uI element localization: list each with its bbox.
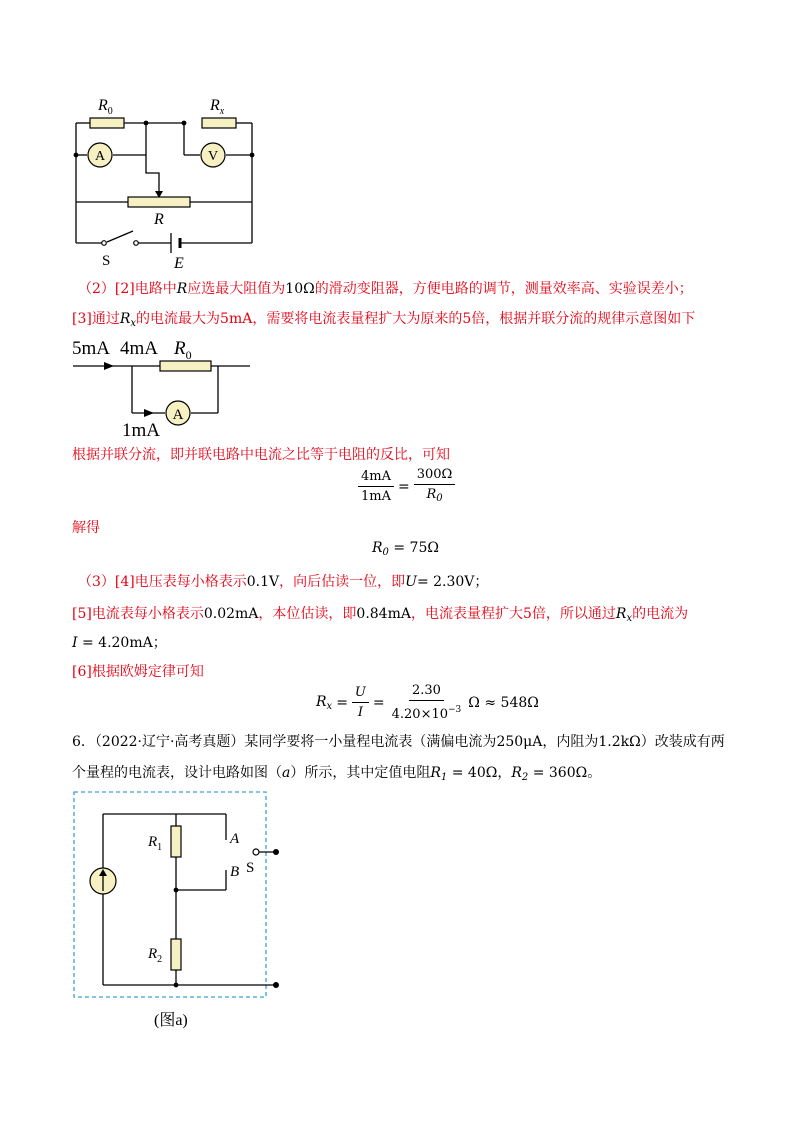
ammeter-label: A xyxy=(94,149,106,164)
answer-line-8: I = 4.20mA； xyxy=(72,635,167,651)
figure-a-caption: (图a) xyxy=(154,1012,188,1029)
answer-line-6: （3）[4]电压表每小格表示0.1V，向后估读一位，即U= 2.30V； xyxy=(78,574,489,590)
circuit-figure-1 xyxy=(60,88,280,270)
switch-label: S xyxy=(102,253,111,269)
ammeter-current-label: 1mA xyxy=(122,420,160,440)
answer-line-5: 解得 xyxy=(72,520,100,536)
answer-line-4: 根据并联分流，即并联电路中电流之比等于电阻的反比，可知 xyxy=(72,447,450,463)
answer-line-9: [6]根据欧姆定律可知 xyxy=(72,664,204,680)
r1-label: $R_1$ xyxy=(148,834,163,853)
question-6-line-1: 6．（2022·辽宁·高考真题）某同学要将一小量程电流表（满偏电流为250μA，内阻为1.2kΩ）改装成有两 xyxy=(72,734,725,750)
shunt-ammeter-label: A xyxy=(172,407,184,423)
rheostat-label: R xyxy=(154,211,164,228)
shunt-figure xyxy=(68,332,268,440)
shunt-r0-label: $R_0$ xyxy=(174,338,192,362)
r0-label: $R_0$ xyxy=(98,97,113,117)
switch-s-label: S xyxy=(246,860,255,876)
terminal-b-label: B xyxy=(230,864,240,880)
answer-line-3: [3]通过$R_x$的电流最大为5mA，需要将电流表量程扩大为原来的5倍，根据并联分流的规律示意图如下 xyxy=(72,311,696,329)
answer-line-7: [5]电流表每小格表示0.02mA，本位估读，即0.84mA，电流表量程扩大5倍，所以通过$R_x$的电流为 xyxy=(72,606,689,624)
total-current-label: 5mA xyxy=(72,338,110,359)
ratio-equation: $\frac{4mA}{1mA}$ = $\frac{300\Omega}{R_0}$ xyxy=(358,467,455,506)
r0-current-label: 4mA xyxy=(120,338,158,359)
question-6-line-2: 个量程的电流表，设计电路如图（a）所示，其中定值电阻$R_1 = 40\Omega$，$R_2 = 360\Omega$。 xyxy=(72,765,602,783)
voltmeter-label: V xyxy=(207,149,219,164)
r0-result: $R_0 = 75\Omega$ xyxy=(372,540,439,558)
answer-line-2: （2）[2]电路中R应选最大阻值为10Ω的滑动变阻器，方便电路的调节，测量效率高、实验误差小； xyxy=(78,281,693,297)
r2-label: $R_2$ xyxy=(148,946,163,965)
circuit-figure-a xyxy=(70,788,300,1038)
battery-label: E xyxy=(174,255,184,270)
ohm-equation: $R_x$ = $\frac{U}{I}$ = $\frac{2.30}{4.20\times 10^{-3}}$ Ω ≈ 548Ω xyxy=(316,683,539,722)
rx-label: $R_x$ xyxy=(210,97,225,117)
terminal-a-label: A xyxy=(230,831,240,847)
